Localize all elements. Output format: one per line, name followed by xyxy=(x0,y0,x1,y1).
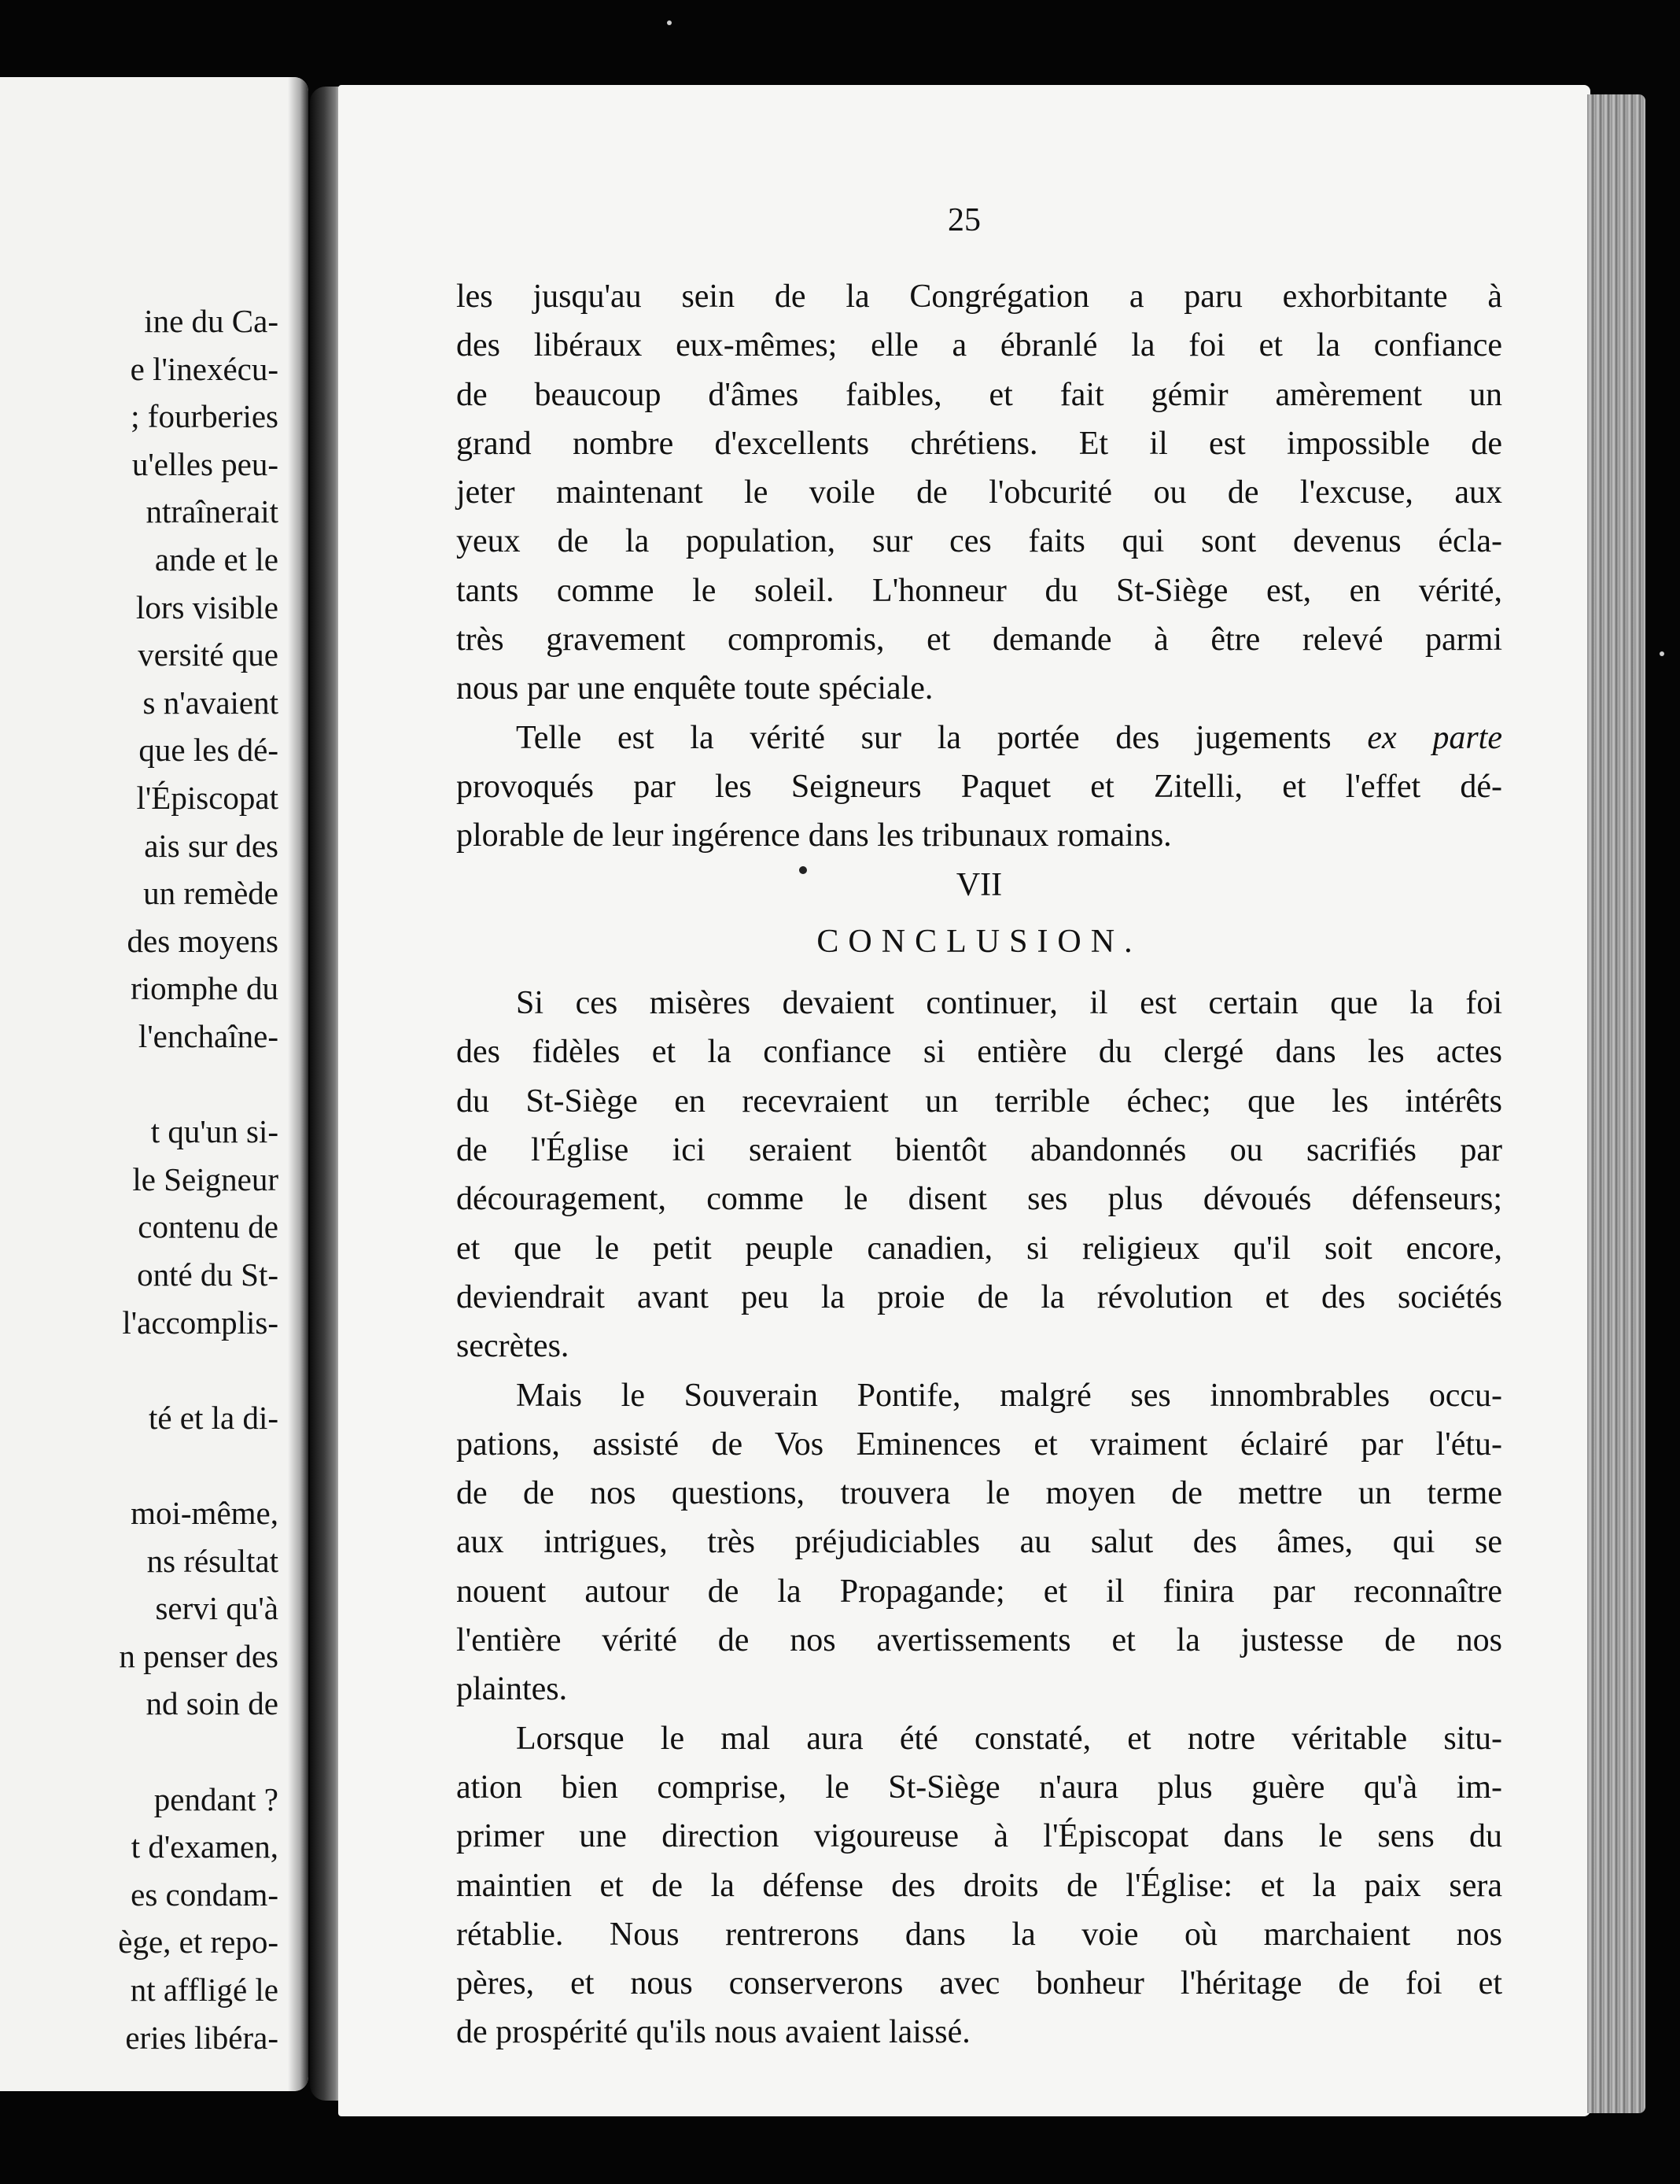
text-line: Lorsque le mal aura été constaté, et notre véritable situ- xyxy=(516,1720,1502,1757)
text-line: grand nombre d'excellents chrétiens. Et il est impossible de xyxy=(456,425,1502,462)
left-page-line: ; fourberies xyxy=(131,398,278,435)
left-page-line: ns résultat xyxy=(146,1542,278,1579)
text-line: de l'Église ici seraient bientôt abandonnés ou sacrifiés par xyxy=(456,1132,1502,1169)
text-line: plaintes. xyxy=(456,1671,568,1708)
text-line: de de nos questions, trouvera le moyen de mettre un terme xyxy=(456,1475,1502,1512)
left-page-line: contenu de xyxy=(138,1208,278,1245)
text-line: yeux de la population, sur ces faits qui sont devenus écla- xyxy=(456,523,1502,560)
text-line: pères, et nous conserverons avec bonheur l'héritage de foi et xyxy=(456,1965,1502,2002)
left-page-line: té et la di- xyxy=(148,1399,278,1436)
text-line: l'entière vérité de nos avertissements et la justesse de nos xyxy=(456,1622,1502,1659)
left-page-line: n penser des xyxy=(119,1637,278,1674)
text-line: de prospérité qu'ils nous avaient laissé. xyxy=(456,2014,971,2051)
left-page-line: l'Épiscopat xyxy=(136,780,278,816)
text-line: aux intrigues, très préjudiciables au salut des âmes, qui se xyxy=(456,1524,1502,1561)
text-line: nouent autour de la Propagande; et il finira par reconnaître xyxy=(456,1573,1502,1610)
left-page-line: es condam- xyxy=(131,1876,278,1913)
text-line: provoqués par les Seigneurs Paquet et Zitelli, et l'effet dé- xyxy=(456,768,1502,805)
text-line: maintien et de la défense des droits de l'Église: et la paix sera xyxy=(456,1867,1502,1904)
left-page-line: un remède xyxy=(143,875,278,912)
text-line: de beaucoup d'âmes faibles, et fait gémir amèrement un xyxy=(456,376,1502,413)
text-line: tants comme le soleil. L'honneur du St-Siège est, en vérité, xyxy=(456,572,1502,609)
left-page-line: ais sur des xyxy=(144,827,278,864)
left-page-line: versité que xyxy=(138,636,278,673)
left-page-line: lors visible xyxy=(135,588,278,625)
left-page-line: eries libéra- xyxy=(125,2019,278,2056)
left-page-line: servi qu'à xyxy=(155,1590,278,1627)
left-page-gutter-shadow xyxy=(288,77,308,2091)
paragraph-1 xyxy=(456,272,1502,714)
text-line: pations, assisté de Vos Eminences et vraiment éclairé par l'étu- xyxy=(456,1426,1502,1463)
text-line: Telle est la vérité sur la portée des jugements ex parte xyxy=(516,719,1502,756)
left-page-line: ande et le xyxy=(154,541,278,577)
text-line: ation bien comprise, le St-Siège n'aura plus guère qu'à im- xyxy=(456,1769,1502,1806)
text-line: des fidèles et la confiance si entière du clergé dans les actes xyxy=(456,1034,1502,1071)
text-line: rétablie. Nous rentrerons dans la voie où marchaient nos xyxy=(456,1916,1502,1953)
book-spine xyxy=(310,87,341,2101)
text-line: jeter maintenant le voile de l'obcurité ou de l'excuse, aux xyxy=(456,474,1502,511)
paragraph-2 xyxy=(456,714,1502,861)
text-line: du St-Siège en recevraient un terrible échec; que les intérêts xyxy=(456,1083,1502,1120)
text-line: primer une direction vigoureuse à l'Épiscopat dans le sens du xyxy=(456,1818,1502,1855)
left-page-line: t qu'un si- xyxy=(150,1113,278,1150)
left-page-line: e l'inexécu- xyxy=(130,350,278,387)
left-page-line: onté du St- xyxy=(137,1256,278,1293)
text-line: Si ces misères devaient continuer, il est certain que la foi xyxy=(516,985,1502,1022)
left-page-line: l'accomplis- xyxy=(122,1304,278,1341)
left-page-line: ine du Ca- xyxy=(144,303,278,339)
right-page-text xyxy=(456,272,1502,2057)
text-line: les jusqu'au sein de la Congrégation a paru exhorbitante à xyxy=(456,279,1502,315)
left-page-line: s n'avaient xyxy=(142,684,278,721)
text-line: et que le petit peuple canadien, si religieux qu'il soit encore, xyxy=(456,1230,1502,1267)
left-page-line: riomphe du xyxy=(131,970,278,1007)
text-line: plorable de leur ingérence dans les tribunaux romains. xyxy=(456,817,1172,854)
text-line: très gravement compromis, et demande à être relevé parmi xyxy=(456,622,1502,659)
left-page-line: des moyens xyxy=(127,922,278,959)
left-page-line: nd soin de xyxy=(146,1685,278,1722)
text-line: des libéraux eux-mêmes; elle a ébranlé la foi et la confiance xyxy=(456,327,1502,364)
dust-speck xyxy=(667,20,672,25)
left-page-line: que les dé- xyxy=(138,732,278,769)
left-page-line: le Seigneur xyxy=(132,1160,278,1197)
paragraph-3 xyxy=(456,979,1502,1371)
section-title: CONCLUSION. xyxy=(816,923,1142,960)
left-page-line: pendant ? xyxy=(153,1780,278,1817)
text-line: nous par une enquête toute spéciale. xyxy=(456,670,934,707)
text-line: secrètes. xyxy=(456,1328,569,1365)
text-line: deviendrait avant peu la proie de la révolution et des sociétés xyxy=(456,1278,1502,1315)
left-page-line: moi-même, xyxy=(131,1495,278,1531)
page-edges xyxy=(1587,94,1645,2113)
left-page-line: u'elles peu- xyxy=(131,445,278,482)
left-page-line: nt affligé le xyxy=(130,1972,278,2008)
page-number: 25 xyxy=(948,202,981,238)
left-page-line: l'enchaîne- xyxy=(138,1018,278,1054)
left-page xyxy=(0,77,308,2091)
left-page-line: ntraînerait xyxy=(146,493,278,530)
left-page-line: ège, et repo- xyxy=(118,1924,278,1961)
section-bullet xyxy=(799,866,807,874)
left-page-line: t d'examen, xyxy=(131,1828,278,1865)
paragraph-4 xyxy=(456,1371,1502,1714)
text-line: découragement, comme le disent ses plus dévoués défenseurs; xyxy=(456,1181,1502,1218)
text-line: Mais le Souverain Pontife, malgré ses innombrables occu- xyxy=(516,1377,1502,1414)
paragraph-5 xyxy=(456,1714,1502,2057)
section-number: VII xyxy=(956,866,1003,903)
dust-speck xyxy=(1660,651,1664,656)
